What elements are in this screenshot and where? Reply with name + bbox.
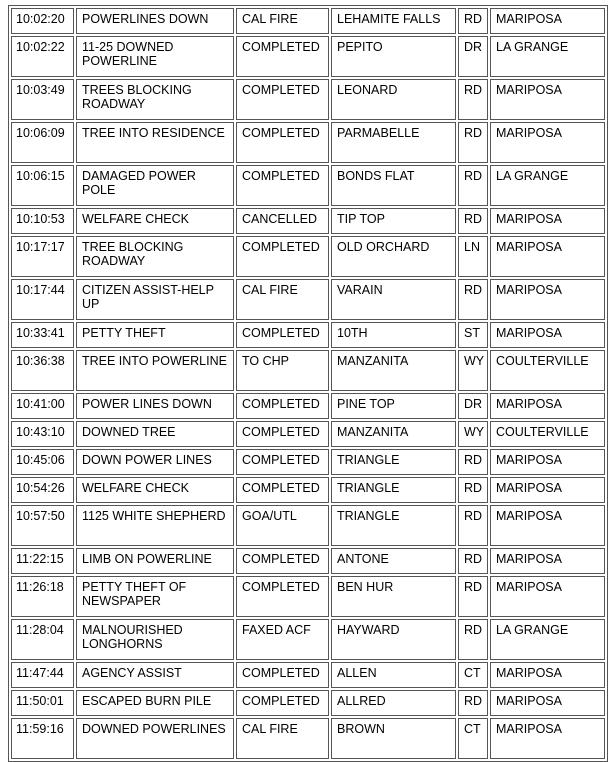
city-cell: MARIPOSA bbox=[490, 449, 605, 475]
time-cell: 10:17:44 bbox=[11, 279, 74, 320]
time-cell: 10:36:38 bbox=[11, 350, 74, 391]
street-suffix-cell: RD bbox=[458, 619, 488, 660]
incident-log-body bbox=[11, 8, 605, 759]
street-cell: PINE TOP bbox=[331, 393, 456, 419]
city-cell: MARIPOSA bbox=[490, 79, 605, 120]
table-row bbox=[11, 322, 605, 348]
disposition-cell: TO CHP bbox=[236, 350, 329, 391]
city-cell: MARIPOSA bbox=[490, 322, 605, 348]
city-cell: COULTERVILLE bbox=[490, 421, 605, 447]
incident-log-table bbox=[8, 5, 608, 762]
street-suffix-cell: WY bbox=[458, 421, 488, 447]
time-cell: 10:57:50 bbox=[11, 505, 74, 546]
street-suffix-cell: RD bbox=[458, 576, 488, 617]
city-cell: LA GRANGE bbox=[490, 619, 605, 660]
incident-cell: DOWN POWER LINES bbox=[76, 449, 234, 475]
city-cell: MARIPOSA bbox=[490, 208, 605, 234]
city-cell: LA GRANGE bbox=[490, 36, 605, 77]
street-suffix-cell: CT bbox=[458, 718, 488, 759]
street-cell: TRIANGLE bbox=[331, 477, 456, 503]
street-suffix-cell: DR bbox=[458, 393, 488, 419]
table-row bbox=[11, 350, 605, 391]
street-suffix-cell: RD bbox=[458, 449, 488, 475]
table-row bbox=[11, 662, 605, 688]
disposition-cell: COMPLETED bbox=[236, 449, 329, 475]
time-cell: 10:03:49 bbox=[11, 79, 74, 120]
city-cell: LA GRANGE bbox=[490, 165, 605, 206]
street-cell: HAYWARD bbox=[331, 619, 456, 660]
table-row bbox=[11, 477, 605, 503]
street-suffix-cell: LN bbox=[458, 236, 488, 277]
disposition-cell: CAL FIRE bbox=[236, 8, 329, 34]
city-cell: MARIPOSA bbox=[490, 279, 605, 320]
table-row bbox=[11, 576, 605, 617]
table-row bbox=[11, 505, 605, 546]
street-cell: PEPITO bbox=[331, 36, 456, 77]
incident-cell: 1125 WHITE SHEPHERD bbox=[76, 505, 234, 546]
street-cell: ALLEN bbox=[331, 662, 456, 688]
disposition-cell: FAXED ACF bbox=[236, 619, 329, 660]
city-cell: MARIPOSA bbox=[490, 122, 605, 163]
time-cell: 10:17:17 bbox=[11, 236, 74, 277]
table-row bbox=[11, 718, 605, 759]
incident-cell: POWER LINES DOWN bbox=[76, 393, 234, 419]
disposition-cell: GOA/UTL bbox=[236, 505, 329, 546]
table-row bbox=[11, 690, 605, 716]
incident-cell: PETTY THEFT bbox=[76, 322, 234, 348]
incident-cell: PETTY THEFT OF NEWSPAPER bbox=[76, 576, 234, 617]
street-suffix-cell: RD bbox=[458, 79, 488, 120]
time-cell: 10:06:15 bbox=[11, 165, 74, 206]
time-cell: 11:22:15 bbox=[11, 548, 74, 574]
street-cell: BROWN bbox=[331, 718, 456, 759]
street-suffix-cell: ST bbox=[458, 322, 488, 348]
disposition-cell: CANCELLED bbox=[236, 208, 329, 234]
disposition-cell: COMPLETED bbox=[236, 393, 329, 419]
time-cell: 11:59:16 bbox=[11, 718, 74, 759]
street-suffix-cell: RD bbox=[458, 505, 488, 546]
incident-cell: DOWNED POWERLINES bbox=[76, 718, 234, 759]
disposition-cell: COMPLETED bbox=[236, 662, 329, 688]
street-suffix-cell: RD bbox=[458, 690, 488, 716]
disposition-cell: COMPLETED bbox=[236, 576, 329, 617]
incident-cell: TREE BLOCKING ROADWAY bbox=[76, 236, 234, 277]
city-cell: MARIPOSA bbox=[490, 718, 605, 759]
time-cell: 11:26:18 bbox=[11, 576, 74, 617]
incident-cell: 11-25 DOWNED POWERLINE bbox=[76, 36, 234, 77]
street-cell: MANZANITA bbox=[331, 421, 456, 447]
incident-cell: LIMB ON POWERLINE bbox=[76, 548, 234, 574]
city-cell: MARIPOSA bbox=[490, 662, 605, 688]
street-cell: TRIANGLE bbox=[331, 505, 456, 546]
time-cell: 10:45:06 bbox=[11, 449, 74, 475]
disposition-cell: COMPLETED bbox=[236, 690, 329, 716]
street-cell: BONDS FLAT bbox=[331, 165, 456, 206]
table-row bbox=[11, 548, 605, 574]
street-suffix-cell: DR bbox=[458, 36, 488, 77]
time-cell: 10:43:10 bbox=[11, 421, 74, 447]
table-row bbox=[11, 36, 605, 77]
time-cell: 10:10:53 bbox=[11, 208, 74, 234]
disposition-cell: COMPLETED bbox=[236, 548, 329, 574]
time-cell: 10:54:26 bbox=[11, 477, 74, 503]
disposition-cell: COMPLETED bbox=[236, 421, 329, 447]
incident-cell: MALNOURISHED LONGHORNS bbox=[76, 619, 234, 660]
street-suffix-cell: WY bbox=[458, 350, 488, 391]
disposition-cell: COMPLETED bbox=[236, 477, 329, 503]
city-cell: MARIPOSA bbox=[490, 477, 605, 503]
street-suffix-cell: RD bbox=[458, 165, 488, 206]
street-cell: LEONARD bbox=[331, 79, 456, 120]
street-suffix-cell: RD bbox=[458, 548, 488, 574]
street-cell: BEN HUR bbox=[331, 576, 456, 617]
time-cell: 11:28:04 bbox=[11, 619, 74, 660]
city-cell: MARIPOSA bbox=[490, 393, 605, 419]
street-cell: VARAIN bbox=[331, 279, 456, 320]
time-cell: 10:33:41 bbox=[11, 322, 74, 348]
incident-cell: TREES BLOCKING ROADWAY bbox=[76, 79, 234, 120]
table-row bbox=[11, 122, 605, 163]
time-cell: 10:02:20 bbox=[11, 8, 74, 34]
incident-cell: DAMAGED POWER POLE bbox=[76, 165, 234, 206]
table-row bbox=[11, 619, 605, 660]
time-cell: 11:47:44 bbox=[11, 662, 74, 688]
city-cell: COULTERVILLE bbox=[490, 350, 605, 391]
street-suffix-cell: RD bbox=[458, 477, 488, 503]
incident-cell: POWERLINES DOWN bbox=[76, 8, 234, 34]
street-cell: OLD ORCHARD bbox=[331, 236, 456, 277]
street-cell: MANZANITA bbox=[331, 350, 456, 391]
table-row bbox=[11, 421, 605, 447]
street-cell: TRIANGLE bbox=[331, 449, 456, 475]
table-row bbox=[11, 393, 605, 419]
street-cell: PARMABELLE bbox=[331, 122, 456, 163]
street-cell: 10TH bbox=[331, 322, 456, 348]
time-cell: 10:41:00 bbox=[11, 393, 74, 419]
city-cell: MARIPOSA bbox=[490, 690, 605, 716]
street-suffix-cell: RD bbox=[458, 208, 488, 234]
table-row bbox=[11, 8, 605, 34]
street-suffix-cell: CT bbox=[458, 662, 488, 688]
incident-cell: TREE INTO POWERLINE bbox=[76, 350, 234, 391]
time-cell: 10:06:09 bbox=[11, 122, 74, 163]
table-row bbox=[11, 165, 605, 206]
disposition-cell: COMPLETED bbox=[236, 236, 329, 277]
table-row bbox=[11, 236, 605, 277]
disposition-cell: COMPLETED bbox=[236, 165, 329, 206]
disposition-cell: COMPLETED bbox=[236, 322, 329, 348]
street-cell: ANTONE bbox=[331, 548, 456, 574]
table-row bbox=[11, 279, 605, 320]
incident-cell: WELFARE CHECK bbox=[76, 477, 234, 503]
time-cell: 10:02:22 bbox=[11, 36, 74, 77]
disposition-cell: COMPLETED bbox=[236, 122, 329, 163]
incident-cell: AGENCY ASSIST bbox=[76, 662, 234, 688]
street-cell: LEHAMITE FALLS bbox=[331, 8, 456, 34]
city-cell: MARIPOSA bbox=[490, 505, 605, 546]
incident-cell: CITIZEN ASSIST-HELP UP bbox=[76, 279, 234, 320]
disposition-cell: COMPLETED bbox=[236, 36, 329, 77]
table-row bbox=[11, 79, 605, 120]
incident-cell: TREE INTO RESIDENCE bbox=[76, 122, 234, 163]
incident-cell: DOWNED TREE bbox=[76, 421, 234, 447]
city-cell: MARIPOSA bbox=[490, 576, 605, 617]
street-suffix-cell: RD bbox=[458, 8, 488, 34]
city-cell: MARIPOSA bbox=[490, 236, 605, 277]
street-cell: TIP TOP bbox=[331, 208, 456, 234]
city-cell: MARIPOSA bbox=[490, 8, 605, 34]
disposition-cell: COMPLETED bbox=[236, 79, 329, 120]
table-row bbox=[11, 208, 605, 234]
street-suffix-cell: RD bbox=[458, 122, 488, 163]
incident-cell: ESCAPED BURN PILE bbox=[76, 690, 234, 716]
incident-cell: WELFARE CHECK bbox=[76, 208, 234, 234]
disposition-cell: CAL FIRE bbox=[236, 279, 329, 320]
table-row bbox=[11, 449, 605, 475]
street-cell: ALLRED bbox=[331, 690, 456, 716]
time-cell: 11:50:01 bbox=[11, 690, 74, 716]
disposition-cell: CAL FIRE bbox=[236, 718, 329, 759]
street-suffix-cell: RD bbox=[458, 279, 488, 320]
city-cell: MARIPOSA bbox=[490, 548, 605, 574]
